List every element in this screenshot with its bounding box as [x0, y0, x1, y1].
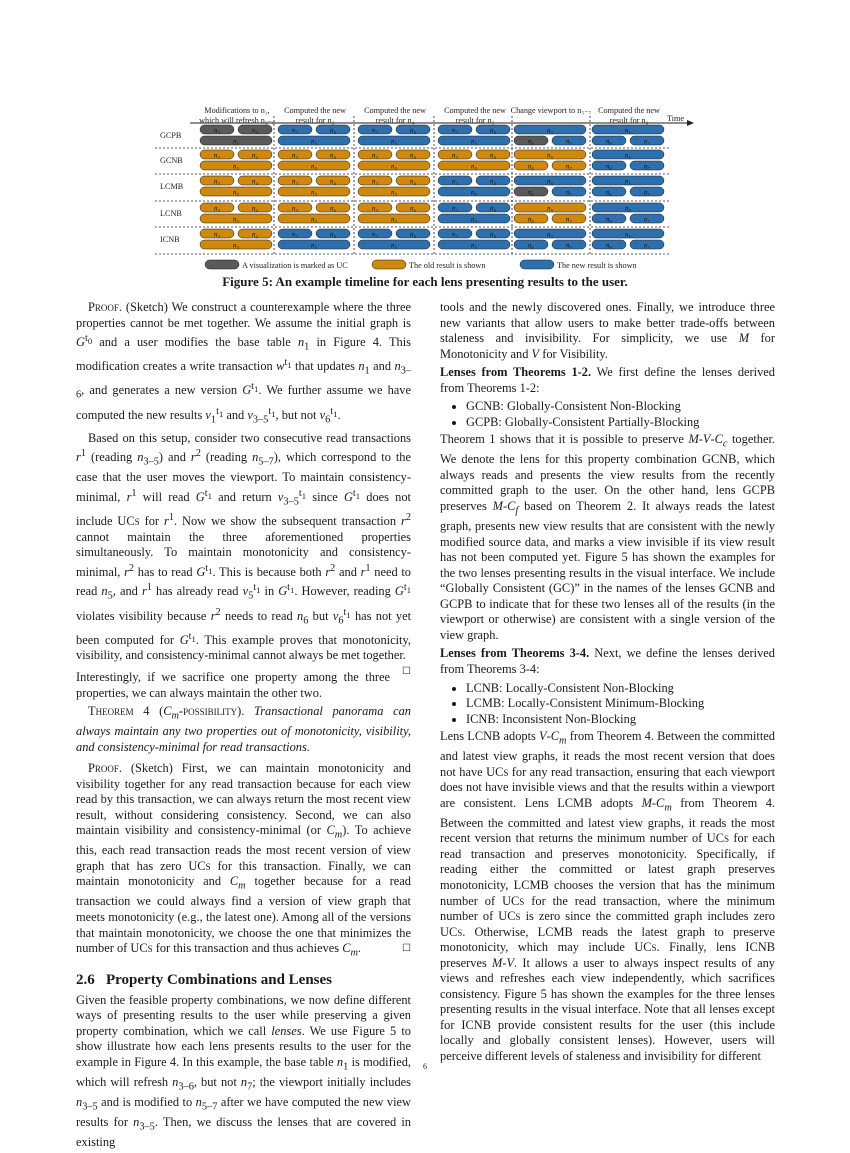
legend-swatch [372, 260, 406, 269]
node-label: n₅ [625, 151, 631, 160]
node-label: n₅ [471, 188, 477, 197]
node-label: n₄ [330, 177, 336, 186]
left-column [76, 300, 411, 1153]
node-label: n₄ [252, 204, 258, 213]
node-label: n₃ [372, 177, 378, 186]
node-label: n₇ [644, 188, 650, 197]
paragraph: Lens LCNB adopts $V-C_m$ from Theorem 4. Between the committed and latest view graphs, it reads the most recent version that does not have UCs for any read transaction, ensuring that each viewport does not have invisible views and that the results within a viewport are consistent. Lens LCMB adopts $M-C_m$ from Theorem 4. Between the committed and latest view graphs, it reads the most recent version that returns the minimum number of UCs for each read transaction and preserves monotonicity. Specifically, if reading either the committed or latest graph preserves monotonicity, LCMB chooses the version that has the minimum number of UCs for the read transaction, where the minimum number of UCs is zero since the committed graph includes zero UCs. Otherwise, LCMB reads the latest graph to preserve monotonicity, which may include UCs. Finally, lens ICNB preserves M-V. It allows a user to always inspect results of any views and refreshes each view independently, which sacrifices consistency. Figure 5 has shown the examples for the three lenses presenting results in the visual interface. Note that all lenses except for ICNB provide consistent results for the user (this include locally and globally consistent lenses). However, users will perceive different levels of staleness and invisibility for different [440, 729, 776, 1064]
node-label: n₇ [644, 162, 650, 171]
column-header: Computed the new [444, 106, 506, 115]
row-label: LCMB [160, 182, 184, 191]
column-header: Computed the new [364, 106, 426, 115]
node-label: n₄ [330, 126, 336, 135]
node-label: n₅ [625, 177, 631, 186]
node-label: n₅ [471, 137, 477, 146]
node-label: n₆ [528, 162, 534, 171]
node-label: n₆ [528, 188, 534, 197]
row-label: ICNB [160, 235, 180, 244]
node-label: n₅ [233, 215, 239, 224]
list-item: • ICNB: Inconsistent Non-Blocking [466, 712, 775, 728]
column-header: Change viewport to n₅₋₇ [510, 106, 592, 115]
legend-label: A visualization is marked as UC [242, 261, 348, 270]
node-label: n₃ [292, 177, 298, 186]
node-label: n₅ [471, 215, 477, 224]
node-label: n₃ [372, 151, 378, 160]
list-item: • GCNB: Globally-Consistent Non-Blocking [466, 399, 775, 415]
lens-list [440, 681, 775, 728]
node-label: n₅ [547, 126, 553, 135]
node-label: n₅ [233, 188, 239, 197]
node-label: n₇ [566, 188, 572, 197]
node-label: n₄ [490, 151, 496, 160]
node-label: n₅ [471, 241, 477, 250]
node-label: n₄ [490, 126, 496, 135]
node-label: n₅ [233, 241, 239, 250]
node-label: n₄ [410, 230, 416, 239]
legend-swatch [205, 260, 239, 269]
node-label: n₅ [233, 162, 239, 171]
node-label: n₄ [490, 230, 496, 239]
paragraph: Based on this setup, consider two consecutive read transactions $r^1$ (reading $n_{3-5}$) and $r^2$ (reading $n_{5-7}$), which correspond to the case that the user moves the viewport. To maintain consistency-minimal, $r^1$ will read $G^{t_1}$ and return $v_{3-5}^{t_1}$ since $G^{t_1}$ does not include UCs for $r^1$. Now we show the subsequent transaction $r^2$ cannot maintain the three aforementioned properties simultaneously. To maintain monotonicity and consistency-minimal, $r^2$ has to read $G^{t_1}$. This is because both $r^2$ and $r^1$ need to read $n_5$, and $r^1$ has already read $v_5^{t_1}$ in $G^{t_1}$. However, reading $G^{t_1}$ violates visibility because $r^2$ needs to read $n_6$ but $v_6^{t_1}$ has not yet been computed for $G^{t_1}$. This example proves that monotonicity, visibility, and consistency-minimal cannot always be met together. ☐ [76, 430, 412, 677]
node-label: n₃ [292, 126, 298, 135]
figure-5-timeline [0, 0, 850, 272]
node-label: n₃ [372, 126, 378, 135]
node-label: n₅ [625, 230, 631, 239]
node-label: n₃ [452, 230, 458, 239]
paragraph: Lenses from Theorems 1-2. We first define the lenses derived from Theorems 1-2: [440, 365, 775, 395]
legend-swatch [520, 260, 554, 269]
node-label: n₄ [252, 151, 258, 160]
node-label: n₆ [528, 137, 534, 146]
node-label: n₅ [391, 137, 397, 146]
node-label: n₃ [292, 204, 298, 213]
node-label: n₃ [292, 151, 298, 160]
node-label: n₃ [214, 126, 220, 135]
column-header: result for n₆ [609, 116, 649, 125]
node-label: n₇ [644, 137, 650, 146]
legend-label: The old result is shown [409, 261, 486, 270]
node-label: n₆ [606, 137, 612, 146]
node-label: n₃ [214, 230, 220, 239]
node-label: n₅ [311, 137, 317, 146]
node-label: n₅ [625, 204, 631, 213]
node-label: n₅ [547, 230, 553, 239]
row-label: GCPB [160, 131, 182, 140]
node-label: n₄ [490, 204, 496, 213]
node-label: n₃ [452, 177, 458, 186]
node-label: n₅ [391, 162, 397, 171]
column-header: Computed the new [284, 106, 346, 115]
node-label: n₃ [452, 151, 458, 160]
paragraph: Lenses from Theorems 3-4. Next, we define the lenses derived from Theorems 3-4: [440, 646, 776, 676]
time-axis-arrow [687, 120, 694, 126]
node-label: n₄ [410, 204, 416, 213]
node-label: n₃ [214, 177, 220, 186]
page-number: 6 [423, 1062, 427, 1071]
paragraph: tools and the newly discovered ones. Finally, we introduce three new variants that allow users to make better trade-offs between staleness and invisibility. For simplicity, we use M for Monotonicity and V for Visibility. [440, 300, 775, 361]
row-label: GCNB [160, 156, 183, 165]
node-label: n₃ [372, 230, 378, 239]
proof-paragraph: Proof. (Sketch) First, we can maintain monotonicity and visibility together for any read transaction because for each view read by this transaction, we can always return the most recent view result, without considering consistency. Second, we can also maintain visibility and consistency-minimal (or $C_m$). To achieve this, each read transaction reads the most recent version of view graph that has zero UCs for this transaction. Finally, we can maintain monotonicity and $C_m$ together because for a read transaction we could always find a version of view graph that meets monotonicity (e.g., the latest one). Among all of the versions that maintain monotonicity, we choose the one that minimizes the number of UCs for this transaction and thus achieves $C_m$. ☐ [76, 761, 412, 959]
figure-caption: Figure 5: An example timeline for each lens presenting results to the user. [222, 274, 628, 289]
node-label: n₃ [452, 126, 458, 135]
list-item: • GCPB: Globally-Consistent Partially-Blocking [466, 415, 775, 431]
node-label: n₅ [311, 162, 317, 171]
node-label: n₅ [471, 162, 477, 171]
theorem-4: Theorem 4 $(C_m-possibility)$. Transactional panorama can always maintain any two properties out of monotonicity, visibility, and consistency-minimal for read transactions. [76, 704, 411, 754]
node-label: n₄ [410, 177, 416, 186]
list-item: • LCNB: Locally-Consistent Non-Blocking [466, 681, 775, 697]
node-label: n₄ [410, 126, 416, 135]
paragraph: Theorem 1 shows that it is possible to preserve $M-V-C_c$ together. We denote the lens for this property combination GCNB, which always reads and presents the view results from the recently committed graph to the user. On the other hand, lens GCPB preserves $M-C_f$ based on Theorem 2. It always reads the latest graph, presents new view results that are consistent with the newly modified source data, and marks a view invisible if its view result has not been computed yet. Figure 5 has shown the examples for the two lenses presenting results in the visual interface. We include “Globally Consistent (GC)” in the names of the lenses GCNB and GCPB to indicate that for these two lenses all of the results (in the viewport or otherwise) are consistent with a single version of the view graph. [440, 432, 776, 642]
node-label: n₅ [625, 126, 631, 135]
column-header: result for n₅ [455, 116, 495, 125]
legend-label: The new result is shown [557, 261, 637, 270]
node-label: n₃ [214, 204, 220, 213]
node-label: n₅ [311, 188, 317, 197]
node-label: n₆ [606, 241, 612, 250]
node-label: n₄ [330, 230, 336, 239]
row-label: LCNB [160, 209, 182, 218]
column-header: result for n₃ [295, 116, 335, 125]
node-label: n₇ [566, 162, 572, 171]
node-label: n₆ [528, 215, 534, 224]
node-label: n₄ [330, 204, 336, 213]
node-label: n₃ [214, 151, 220, 160]
node-label: n₆ [528, 241, 534, 250]
section-heading: 2.6 Property Combinations and Lenses [76, 972, 332, 989]
list-item: • LCMB: Locally-Consistent Minimum-Blocking [466, 696, 775, 712]
proof-paragraph: Proof. (Sketch) We construct a counterexample where the three properties cannot be met together. We assume the initial graph is $G^{t_0}$ and a user modifies the base table $n_1$ in Figure 4. This modification creates a write transaction $w^{t_1}$ that updates $n_1$ and $n_{3-6}$, and generates a new version $G^{t_1}$. We further assume we have computed the new results $v_1^{t_1}$ and $v_{3-5}^{t_1}$, but not $v_6^{t_1}$. [76, 300, 411, 426]
node-label: n₄ [252, 177, 258, 186]
column-header: which will refresh n₃₋₆ [199, 116, 275, 125]
node-label: n₅ [311, 241, 317, 250]
node-label: n₇ [566, 137, 572, 146]
node-label: n₄ [252, 126, 258, 135]
node-label: n₇ [644, 241, 650, 250]
node-label: n₃ [452, 204, 458, 213]
node-label: n₇ [644, 215, 650, 224]
right-column [440, 300, 775, 1068]
lens-list [440, 399, 775, 430]
column-header: Modifications to n₁, [204, 106, 270, 115]
node-label: n₇ [566, 241, 572, 250]
node-label: n₅ [233, 137, 239, 146]
paragraph: Given the feasible property combinations, we now define different ways of presenting results to the user while preserving a given property combination, which we call lenses. We use Figure 5 to show illustrate how each lens presents results to the user for the example in Figure 4. In this example, the base table $n_1$ is modified, which will refresh $n_{3-6}$, but not $n_7$; the viewport initially includes $n_{3-5}$ and is modified to $n_{5-7}$ after we have computed the new view results for $n_{3-5}$. Then, we discuss the lenses that are covered in existing [76, 992, 411, 1149]
node-label: n₄ [410, 151, 416, 160]
time-label: Time [667, 114, 684, 123]
node-label: n₆ [606, 215, 612, 224]
node-label: n₃ [372, 204, 378, 213]
node-label: n₄ [330, 151, 336, 160]
node-label: n₅ [547, 204, 553, 213]
column-header: Computed the new [598, 106, 660, 115]
node-label: n₅ [391, 188, 397, 197]
node-label: n₃ [292, 230, 298, 239]
node-label: n₄ [490, 177, 496, 186]
node-label: n₅ [547, 177, 553, 186]
column-header: result for n₄ [375, 116, 415, 125]
node-label: n₅ [391, 215, 397, 224]
node-label: n₆ [606, 188, 612, 197]
node-label: n₇ [566, 215, 572, 224]
paragraph: Interestingly, if we sacrifice one property among the three properties, we can always maintain the other two. [76, 669, 391, 700]
node-label: n₄ [252, 230, 258, 239]
node-label: n₅ [547, 151, 553, 160]
node-label: n₆ [606, 162, 612, 171]
node-label: n₅ [391, 241, 397, 250]
node-label: n₅ [311, 215, 317, 224]
